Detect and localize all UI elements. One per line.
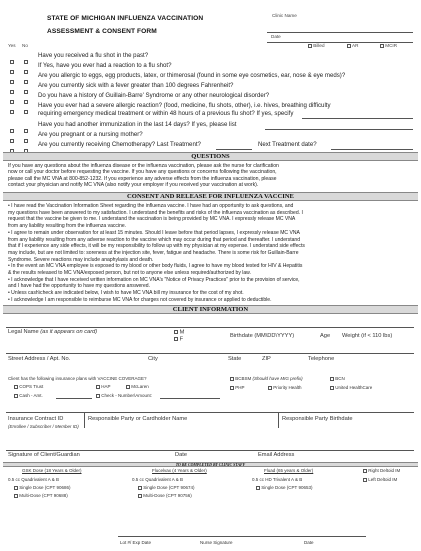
signature-date-field[interactable] (175, 443, 253, 449)
cops-checkbox[interactable] (14, 385, 18, 389)
questions-heading: QUESTIONS (3, 152, 418, 161)
paragraph-line: from any liability resulting from the influenza vaccine. (8, 223, 127, 230)
paragraph-line: my questions have been answered to my satisfaction. I understand the benefits and risks of the influenza vaccination as described. I (8, 209, 303, 216)
single-dose-checkbox[interactable] (14, 486, 18, 490)
consent-heading: CONSENT AND RELEASE FOR INFLUENZA VACCINE (3, 192, 418, 201)
legal-name-field[interactable] (6, 327, 414, 328)
priority-checkbox[interactable] (268, 386, 272, 390)
responsible-label: Responsible Party or Cardholder Name (88, 416, 188, 422)
birthdate-label: Birthdate (MM\DD\YYYY) (230, 333, 295, 339)
product-line: Single Dose (CPT 90686) (19, 485, 71, 491)
paragraph-line: may include, but are not limited to: soreness at the injection site, fever, fatigue and headache. There is some risk for Guillain-Barre (8, 249, 299, 256)
divider (84, 412, 85, 428)
telephone-label: Telephone (308, 356, 335, 362)
product-multi-option[interactable] (138, 494, 192, 499)
left-deltoid-label: Left Deltoid IM (368, 477, 398, 483)
signature-field[interactable] (8, 443, 168, 449)
mclaren-checkbox[interactable] (126, 385, 130, 389)
cash-label: Cash - Amt. (19, 393, 43, 399)
paragraph-line: If you have any questions about the influenza disease or the influenza vaccination, please ask the nurse for clarification (8, 163, 279, 169)
mclaren-option[interactable] (126, 385, 149, 390)
hap-checkbox[interactable] (96, 385, 100, 389)
product-single-option[interactable] (256, 486, 312, 491)
cops-option[interactable] (14, 385, 43, 390)
question-row (10, 103, 28, 121)
bcn-label: BCN (335, 376, 345, 382)
paragraph-line: • I acknowledge that I have received written information on MC VNA's "Notice of Privacy Practices" prior to the provision of service, (8, 276, 300, 283)
hap-option[interactable] (96, 385, 111, 390)
zip-label: ZIP (262, 356, 271, 362)
question-text: Are you allergic to eggs, egg products, latex, or thimerosal (found in some eye cosmetics, ear, nose & eye meds)? (38, 72, 346, 79)
questions-paragraph (8, 163, 279, 189)
legal-name-label-text: Legal Name (8, 329, 39, 335)
clinic-name-field[interactable] (267, 32, 413, 33)
gender-m-checkbox[interactable] (174, 330, 178, 334)
signature-label: Signature of Client/Guardian (8, 452, 80, 458)
immunization-list-field[interactable] (265, 129, 413, 130)
mcir-option[interactable] (380, 44, 397, 49)
hap-label: HAP (101, 384, 111, 390)
uhc-checkbox[interactable] (330, 386, 334, 390)
paragraph-line: Syndrome. Severe reactions may include anaphylaxis and death. (8, 256, 154, 263)
product-line: 0.5 cc Quadrivalent A & B (132, 477, 184, 482)
paragraph-line: please call the MC VNA at 800-852-1232. If you experience any adverse effects from the influenza vaccination, please (8, 175, 277, 182)
question-text: Do you have a history of Guillain-Barre' Syndrome or any other neurological disorder? (38, 92, 270, 99)
gender-f-checkbox[interactable] (174, 337, 178, 341)
product-line: Single Dose (CPT 90674) (143, 485, 195, 491)
multi-dose-checkbox[interactable] (138, 494, 142, 498)
product-line: Single Dose (CPT 90653) (261, 485, 313, 491)
check-option[interactable] (96, 394, 152, 399)
cash-checkbox[interactable] (14, 394, 18, 398)
product-name: Fluad (65 years & Older) (264, 468, 314, 473)
question-text: If Yes, have you ever had a reaction to a flu shot? (38, 62, 172, 69)
paragraph-line: • Unless cash\check are indicated below, I wish to have MC VNA bill my insurance for the cost of my shot. (8, 290, 244, 297)
bcbsm-label: BCBSM (235, 376, 252, 382)
check-number-field[interactable] (160, 398, 220, 399)
priority-label: Priority Health (273, 385, 302, 391)
left-deltoid-checkbox[interactable] (363, 478, 367, 482)
mcir-checkbox[interactable] (380, 44, 384, 48)
state-label: State (228, 356, 242, 362)
signature-row-line (6, 450, 414, 451)
gender-m-option[interactable] (174, 330, 184, 336)
clinic-name-label: Clinic Name (272, 13, 297, 18)
ar-label: AR (352, 43, 359, 49)
question-text: Are you currently receiving Chemotherapy? Last Treatment? (38, 141, 201, 148)
legal-name-label (8, 330, 97, 336)
question-text: Have you ever had a severe allergic reaction? (food, medicine, flu shots, other), i.e. hives, breathing difficulty (38, 102, 331, 109)
yes-checkbox[interactable] (10, 110, 14, 114)
php-label: PHP (235, 385, 245, 391)
age-label: Age (320, 333, 331, 339)
signature-date-label: Date (175, 452, 188, 458)
nurse-signature-field[interactable] (196, 530, 296, 536)
ar-checkbox[interactable] (347, 44, 351, 48)
paragraph-line: request that the vaccine be given to me. I understand the vaccination is being provided by MC VNA. I expressly release MC VNA (8, 216, 296, 223)
product-multi-option[interactable] (14, 494, 68, 499)
email-label: Email Address (258, 452, 295, 458)
form-title-line1: STATE OF MICHIGAN INFLUENZA VACCINATION (47, 15, 204, 22)
paragraph-line: • In the event an MC VNA employee is exposed to my blood or other body fluids, I agree to have my blood tested for HIV & Hepatitis (8, 263, 303, 270)
bcbsm-option[interactable] (230, 377, 303, 382)
question-text: Are you pregnant or a nursing mother? (38, 131, 143, 138)
no-column-label: No (22, 43, 28, 48)
paragraph-line: and I have had the opportunity to have my questions answered. (8, 283, 150, 290)
product-line: 0.5 cc Quadrivalent A & B (8, 477, 60, 482)
street-label: Street Address / Apt. No. (8, 356, 71, 362)
cops-label: COPS Trust (19, 384, 44, 390)
lot-exp-field[interactable] (118, 530, 188, 536)
question-text: Have you had another immunization in the last 14 days? If yes, please list (38, 121, 237, 128)
bcbsm-hint: (Should have MIG prefix) (252, 376, 303, 382)
ar-option[interactable] (347, 44, 358, 49)
product-single-option[interactable] (14, 486, 70, 491)
mclaren-label: McLaren (131, 384, 149, 390)
address-field[interactable] (6, 353, 414, 354)
question-text: Next Treatment date? (258, 141, 317, 148)
lot-exp-label: Lot #/ Exp Date (120, 540, 152, 545)
php-option[interactable] (230, 386, 245, 391)
allergy-specify-field[interactable] (302, 118, 413, 119)
gender-f-option[interactable] (174, 337, 183, 343)
question-text: Are you currently sick with a fever greater than 100 degrees Fahrenheit? (38, 82, 234, 89)
client-info-heading: CLIENT INFORMATION (3, 305, 418, 314)
paragraph-line: • I have read the Vaccination Information Sheet regarding the influenza vaccine. I have had an opportunity to ask questions, and (8, 203, 294, 209)
no-checkbox[interactable] (24, 110, 28, 114)
paragraph-line: • I agree to remain under observation for at least 15 minutes. Should I leave before that period lapses, I expressly release MC VNA (8, 229, 300, 236)
staff-signoff-line (118, 536, 366, 537)
paragraph-line: • I acknowledge I am responsible to reimburse MC VNA for charges not covered by insurance or applied to deductible. (8, 296, 272, 303)
paragraph-line: & the results released to MC VNA/exposed person, but not to anyone else unless required/authorized by law. (8, 270, 251, 277)
form-title-line2: ASSESSMENT & CONSENT FORM (47, 28, 157, 35)
email-field[interactable] (258, 443, 412, 449)
contract-id-field[interactable] (8, 408, 82, 414)
paragraph-line: that if I experience any side effects, it will be my responsibility to follow up with my physician at my expense. I understand side effects (8, 243, 305, 250)
cash-amount-field[interactable] (56, 398, 92, 399)
single-dose-checkbox[interactable] (256, 486, 260, 490)
uhc-option[interactable] (330, 386, 372, 391)
divider (278, 412, 279, 428)
question-text: requiring emergency medical treatment or within 48 hours of a previous flu shot? If yes, specify (38, 110, 294, 117)
product-name: GSK Dose (18 Years & Older) (22, 468, 82, 473)
date-label: Date (271, 34, 281, 39)
mcir-label: MCIR (385, 43, 398, 49)
gender-m-label: M (179, 329, 185, 336)
gender-f-label: F (179, 336, 184, 343)
contract-hint: (Enrollee / Subscriber / Member ID) (8, 424, 79, 429)
right-deltoid-label: Right Deltoid IM (368, 468, 401, 474)
bcbsm-checkbox[interactable] (230, 377, 234, 381)
priority-option[interactable] (268, 386, 302, 391)
nurse-signature-label: Nurse Signature (200, 540, 233, 545)
contract-label: Insurance Contract ID (8, 416, 64, 422)
billed-checkbox[interactable] (308, 44, 312, 48)
responsible-birthdate-label: Responsible Party Birthdate (282, 416, 353, 422)
question-text: Have you received a flu shot in the past? (38, 52, 149, 59)
single-dose-checkbox[interactable] (138, 486, 142, 490)
left-deltoid-option[interactable] (363, 478, 397, 483)
responsible-birthdate-field[interactable] (282, 408, 412, 414)
last-treatment-field[interactable] (216, 149, 252, 150)
product-line: Multi-Dose (CPT 90756) (143, 493, 192, 499)
city-label: City (148, 356, 158, 362)
billed-label: Billed (313, 43, 325, 49)
paragraph-line: from any liability resulting from any adverse reaction to the vaccine which may occur during that period and thereafter. I understand (8, 236, 301, 243)
product-line: Multi-Dose (CPT 90688) (19, 493, 68, 499)
uhc-label: United HealthCare (335, 385, 373, 391)
product-name: Flucelvax (4 Years & Older) (152, 468, 207, 473)
next-treatment-field[interactable] (331, 149, 413, 150)
multi-dose-checkbox[interactable] (14, 494, 18, 498)
billed-option[interactable] (308, 44, 325, 49)
check-checkbox[interactable] (96, 394, 100, 398)
bcn-checkbox[interactable] (330, 377, 334, 381)
staff-heading: TO BE COMPLETED BY CLINIC STAFF (3, 462, 418, 467)
php-checkbox[interactable] (230, 386, 234, 390)
product-line: 0.5 cc HD Trivalent A & B (252, 477, 303, 482)
weight-label: Weight (if < 110 lbs) (342, 333, 393, 339)
insurance-intro: Client has the following insurance plans with VACCINE COVERAGE? (8, 376, 147, 381)
check-label: Check - Number\Amount: (101, 393, 153, 399)
yes-column-label: Yes (8, 43, 16, 48)
paragraph-line: now or call your doctor before requesting the vaccine. If you have any questions or concerns following the vaccination, (8, 169, 277, 176)
staff-date-label: Date (304, 540, 314, 545)
right-deltoid-option[interactable] (363, 469, 400, 474)
product-single-option[interactable] (138, 486, 194, 491)
paragraph-line: contact your physician and notify MC VNA (also notify your employer if you received your vaccination at work). (8, 182, 259, 189)
bcn-option[interactable] (330, 377, 345, 382)
responsible-party-field[interactable] (88, 408, 274, 414)
consent-paragraph (8, 203, 305, 304)
right-deltoid-checkbox[interactable] (363, 469, 367, 473)
legal-name-hint: (as it appears on card) (40, 329, 98, 335)
staff-date-field[interactable] (300, 530, 366, 536)
cash-option[interactable] (14, 394, 43, 399)
